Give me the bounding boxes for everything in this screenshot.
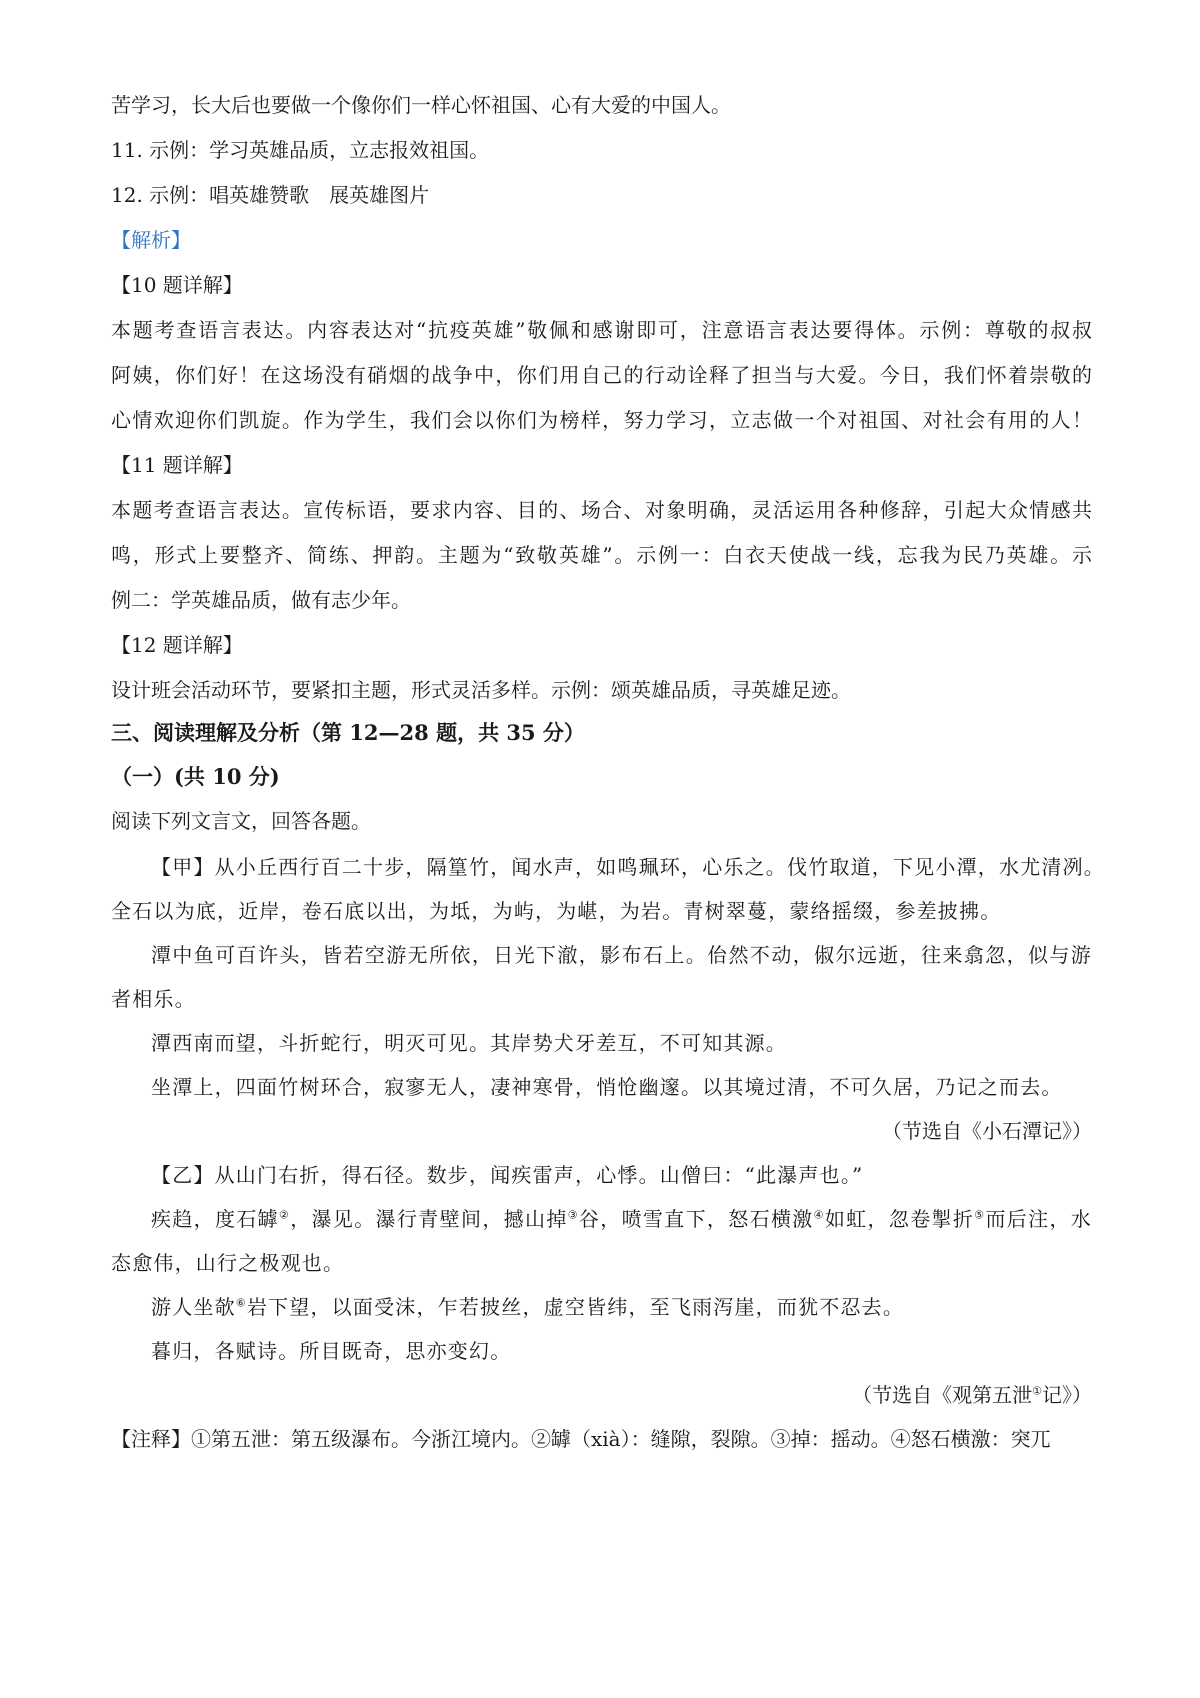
text-fragment: 疾趋，度石罅 (151, 1207, 280, 1231)
analysis-label: 【解析】 (111, 228, 191, 252)
q10-heading: 【10 题详解】 (111, 273, 243, 297)
q11-explanation-line: 鸣，形式上要整齐、简练、押韵。主题为“致敬英雄”。示例一：白衣天使战一线，忘我为民乃英雄。示 (111, 543, 1092, 567)
passage-yi-line: 暮归，各赋诗。所目既奇，思亦变幻。 (151, 1339, 512, 1363)
text-fragment: 谷，喷雪直下，怒石横激 (578, 1207, 814, 1231)
passage-jia-line: 潭中鱼可百许头，皆若空游无所依，日光下澈，影布石上。佁然不动，俶尔远逝，往来翕忽，似与游 (151, 943, 1092, 967)
answer-12: 12. 示例：唱英雄赞歌 展英雄图片 (111, 183, 430, 207)
text-fragment: 而后注，水 (985, 1207, 1092, 1231)
footnote-marker: ① (1032, 1384, 1042, 1398)
instruction-text: 阅读下列文言文，回答各题。 (111, 809, 371, 833)
passage-jia-line: 坐潭上，四面竹树环合，寂寥无人，凄神寒骨，悄怆幽邃。以其境过清，不可久居，乃记之而去。 (151, 1075, 1063, 1099)
answer-text-line: 苦学习，长大后也要做一个像你们一样心怀祖国、心有大爱的中国人。 (111, 93, 731, 117)
q11-heading: 【11 题详解】 (111, 453, 243, 477)
text-fragment: ，瀑见。瀑行青壁间，撼山掉 (290, 1207, 568, 1231)
passage-jia-line: 【甲】从小丘西行百二十步，隔篁竹，闻水声，如鸣珮环，心乐之。伐竹取道，下见小潭，水尤清冽。 (151, 855, 1105, 879)
source-citation (852, 1380, 1092, 1410)
passage-jia-line: 全石以为底，近岸，卷石底以出，为坻，为屿，为嵁，为岩。青树翠蔓，蒙络摇缀，参差披拂。 (111, 899, 1002, 923)
passage-jia-line: 潭西南而望，斗折蛇行，明灭可见。其岸势犬牙差互，不可知其源。 (151, 1031, 787, 1055)
footnote-marker: ③ (567, 1208, 579, 1222)
passage-yi-line: 态愈伟，山行之极观也。 (111, 1251, 345, 1275)
q11-explanation-line: 本题考查语言表达。宣传标语，要求内容、目的、场合、对象明确，灵活运用各种修辞，引起大众情感共 (111, 498, 1092, 522)
subsection-heading: （一）(共 10 分) (111, 764, 280, 789)
text-fragment: 如虹，忽卷掣折 (824, 1207, 975, 1231)
text-fragment: 记》） (1042, 1383, 1092, 1407)
notes-line: 【注释】①第五泄：第五级瀑布。今浙江境内。②罅（xià）：缝隙，裂隙。③掉：摇动。④怒石横激：突兀 (111, 1427, 1051, 1451)
section-heading: 三、阅读理解及分析（第 12—28 题，共 35 分） (111, 720, 585, 745)
q12-heading: 【12 题详解】 (111, 633, 243, 657)
footnote-marker: ⑤ (974, 1208, 986, 1222)
text-fragment: 岩下望，以面受沫，乍若披丝，虚空皆纬，至飞雨泻崖，而犹不忍去。 (246, 1295, 905, 1319)
text-fragment: （节选自《观第五泄 (852, 1383, 1033, 1407)
answer-11: 11. 示例：学习英雄品质，立志报效祖国。 (111, 138, 490, 162)
source-citation: （节选自《小石潭记》） (882, 1119, 1092, 1143)
q10-explanation-line: 心情欢迎你们凯旋。作为学生，我们会以你们为榜样，努力学习，立志做一个对祖国、对社会有用的人！ (111, 408, 1092, 432)
passage-yi-line (151, 1204, 1092, 1234)
footnote-marker: ⑥ (235, 1296, 247, 1310)
footnote-marker: ② (279, 1208, 291, 1222)
passage-yi-line: 【乙】从山门右折，得石径。数步，闻疾雷声，心悸。山僧曰：“此瀑声也。” (151, 1163, 864, 1187)
passage-yi-line (151, 1292, 1092, 1322)
text-fragment: 游人坐欹 (151, 1295, 236, 1319)
passage-jia-line: 者相乐。 (111, 987, 196, 1011)
q12-explanation-line: 设计班会活动环节，要紧扣主题，形式灵活多样。示例：颂英雄品质，寻英雄足迹。 (111, 678, 851, 702)
q11-explanation-line: 例二：学英雄品质，做有志少年。 (111, 588, 411, 612)
footnote-marker: ④ (813, 1208, 825, 1222)
q10-explanation-line: 阿姨，你们好！在这场没有硝烟的战争中，你们用自己的行动诠释了担当与大爱。今日，我们怀着崇敬的 (111, 363, 1092, 387)
q10-explanation-line: 本题考查语言表达。内容表达对“抗疫英雄”敬佩和感谢即可，注意语言表达要得体。示例：尊敬的叔叔 (111, 318, 1092, 342)
